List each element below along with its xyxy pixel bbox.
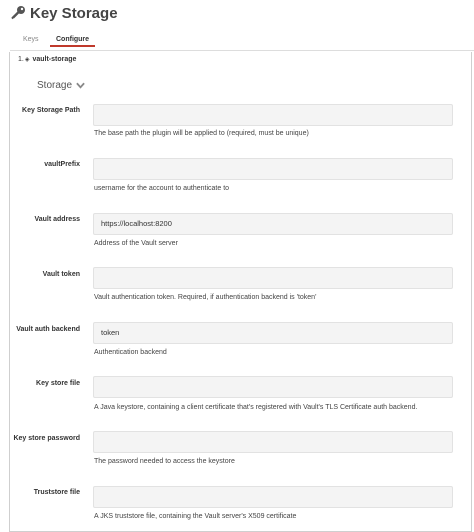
key-store-file-input[interactable] [93, 376, 453, 398]
chevron-down-icon [76, 82, 85, 89]
plugin-name: vault-storage [32, 56, 77, 63]
vault-address-input[interactable]: https://localhost:8200 [93, 213, 453, 235]
vault-token-input[interactable] [93, 267, 453, 289]
tab-keys[interactable]: Keys [23, 36, 39, 43]
field-help-vault-auth-backend: Authentication backend [94, 349, 167, 356]
field-help-truststore-file: A JKS truststore file, containing the Vault server's X509 certificate [94, 513, 297, 520]
field-help-vault-address: Address of the Vault server [94, 240, 178, 247]
page-header [10, 2, 118, 24]
plugin-number: 1. [18, 56, 24, 63]
key-storage-path-input[interactable] [93, 104, 453, 126]
field-label-vault-prefix: vaultPrefix [44, 161, 80, 168]
field-help-key-store-file: A Java keystore, containing a client certificate that's registered with Vault's TLS Certificate auth backend. [94, 404, 418, 411]
vault-auth-backend-input[interactable]: token [93, 322, 453, 344]
key-store-password-input[interactable] [93, 431, 453, 453]
tab-bar [10, 34, 474, 51]
section-label: Storage [37, 80, 73, 91]
field-help-key-store-password: The password needed to access the keystore [94, 458, 235, 465]
field-help-vault-token: Vault authentication token. Required, if authentication backend is 'token' [94, 294, 317, 301]
storage-section-toggle[interactable] [37, 80, 85, 91]
field-help-key-storage-path: The base path the plugin will be applied to (required, must be unique) [94, 130, 309, 137]
field-label-vault-address: Vault address [34, 216, 80, 223]
field-label-vault-auth-backend: Vault auth backend [16, 326, 80, 333]
plugin-diamond-icon: ◈ [24, 57, 30, 63]
field-label-key-storage-path: Key Storage Path [22, 107, 80, 114]
truststore-file-input[interactable] [93, 486, 453, 508]
vault-prefix-input[interactable] [93, 158, 453, 180]
page-title: Key Storage [30, 4, 118, 22]
field-label-vault-token: Vault token [42, 271, 80, 278]
field-help-vault-prefix: username for the account to authenticate to [94, 185, 230, 192]
tab-configure[interactable]: Configure [56, 36, 90, 43]
field-label-key-store-file: Key store file [36, 380, 80, 387]
field-label-key-store-password: Key store password [13, 435, 80, 442]
field-label-truststore-file: Truststore file [33, 489, 80, 496]
plugin-heading [18, 56, 76, 63]
key-icon [10, 5, 26, 21]
